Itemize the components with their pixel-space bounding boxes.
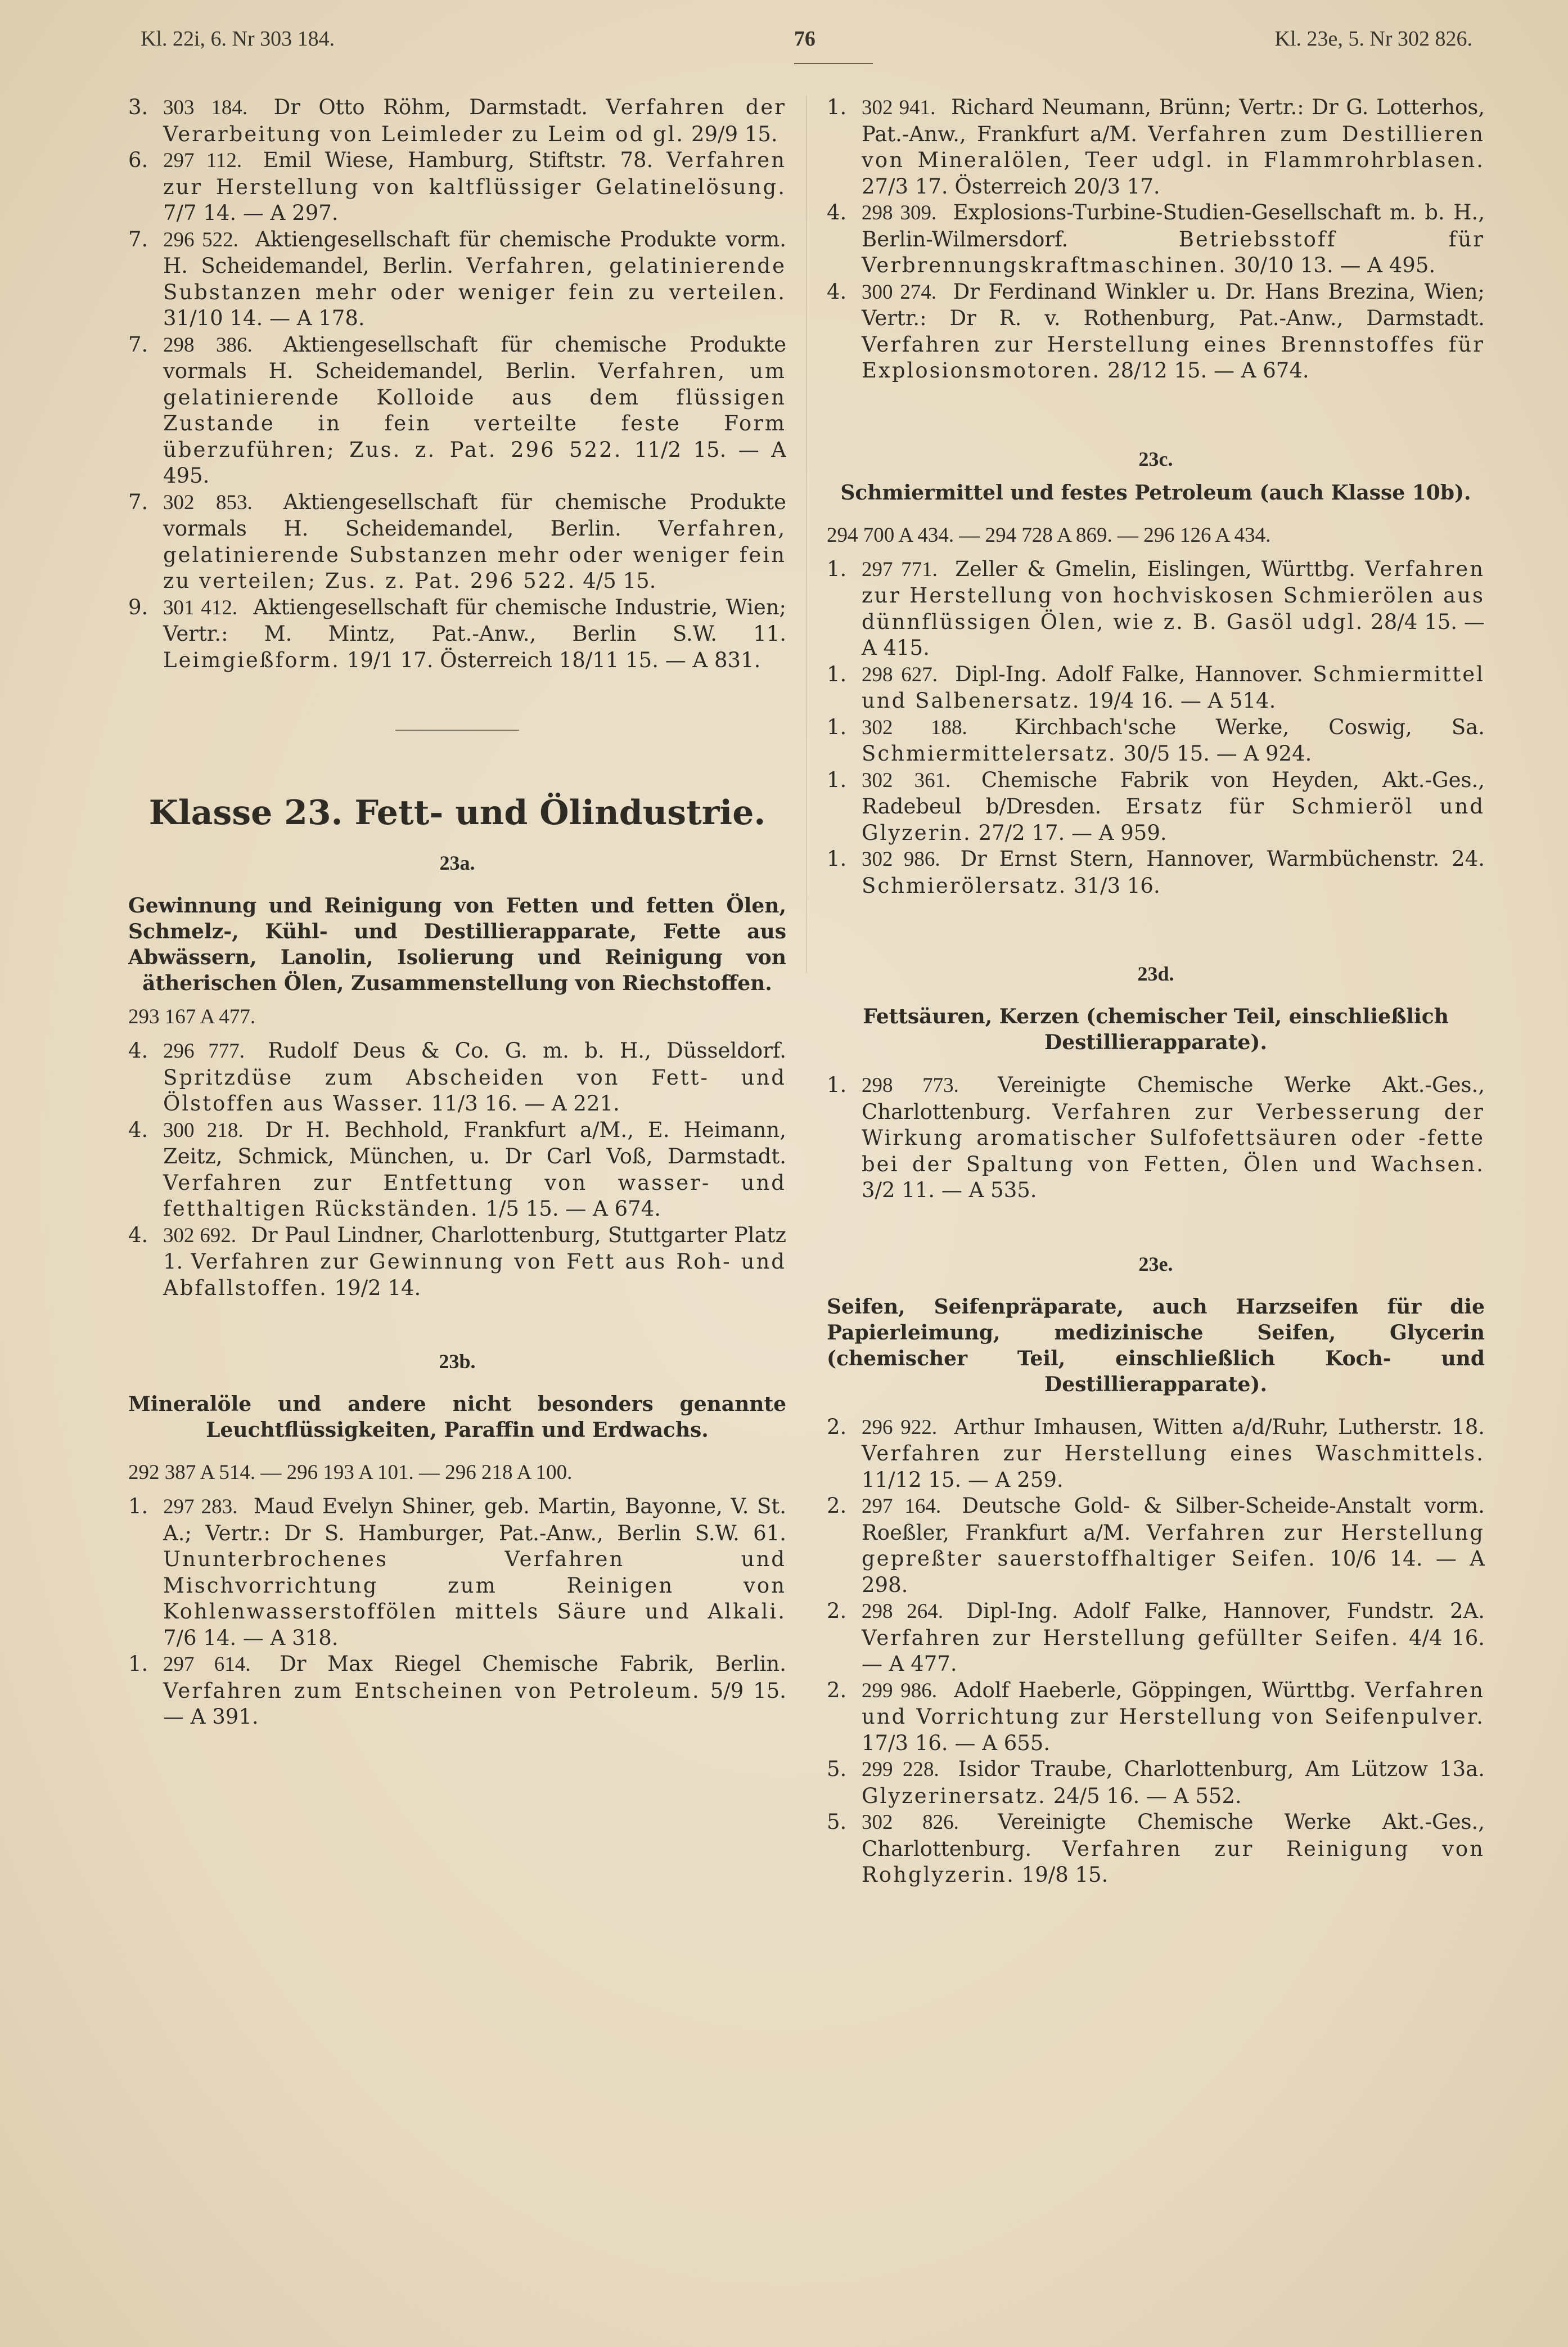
filing-date-and-ref: 5/9 15. — A 391. bbox=[163, 1678, 786, 1729]
patent-entry bbox=[827, 1756, 1485, 1809]
applicant: Explosions-Turbine-Studien-Gesellschaft m. b. H., Berlin-Wilmersdorf. bbox=[862, 200, 1485, 251]
patent-number: 298 386. bbox=[163, 333, 253, 357]
class-group-number: 1. bbox=[827, 95, 847, 119]
applicant: Zeller & Gmelin, Eislingen, Württbg. bbox=[955, 556, 1355, 581]
class-group-number: 4. bbox=[827, 279, 847, 304]
class-group-number: 4. bbox=[128, 1038, 148, 1063]
applicant: Dr Otto Röhm, Darmstadt. bbox=[273, 95, 588, 119]
filing-date-and-ref: 29/9 15. bbox=[691, 122, 778, 146]
applicant: Dr Max Riegel Chemische Fabrik, Berlin. bbox=[280, 1652, 786, 1676]
patent-entry bbox=[827, 846, 1485, 899]
class-group-number: 2. bbox=[827, 1494, 847, 1518]
patent-number: 298 309. bbox=[862, 201, 937, 224]
class-group-number: 6. bbox=[128, 148, 148, 172]
applicant: Maud Evelyn Shiner, geb. Martin, Bayonne, V. St. A.; Vertr.: Dr S. Hamburger, Pat.-Anw., Berlin S.W. 61. bbox=[163, 1494, 786, 1545]
left-column bbox=[128, 95, 786, 1730]
class-group-number: 1. bbox=[128, 1652, 148, 1676]
invention-title: Verfahren zur Herstellung eines Waschmittels. bbox=[862, 1441, 1485, 1465]
filing-date-and-ref: 1/5 15. — A 674. bbox=[485, 1197, 661, 1221]
filing-date-and-ref: 11/12 15. — A 259. bbox=[862, 1467, 1064, 1492]
patent-number: 297 164. bbox=[862, 1495, 941, 1518]
patent-entry bbox=[128, 227, 786, 332]
patent-entry bbox=[827, 1493, 1485, 1598]
patent-number: 300 218. bbox=[163, 1118, 244, 1142]
section-23b-title: Mineralöle und andere nicht besonders genannte Leuchtflüssigkeiten, Paraffin und Erdwachs. bbox=[128, 1392, 786, 1442]
filing-date-and-ref: 28/4 15. — A 415. bbox=[862, 609, 1485, 660]
section-23c-entries bbox=[827, 556, 1485, 900]
section-23a-refs: 293 167 A 477. bbox=[128, 1005, 256, 1028]
patent-number: 302 361. bbox=[862, 768, 951, 792]
applicant: Vereinigte Chemische Werke Akt.-Ges., Charlottenburg. bbox=[862, 1073, 1485, 1124]
class-group-number: 1. bbox=[827, 714, 847, 739]
filing-date-and-ref: 4/4 16. — A 477. bbox=[862, 1625, 1485, 1676]
filing-date-and-ref: 31/3 16. bbox=[1074, 873, 1160, 898]
patent-entry bbox=[827, 556, 1485, 662]
patent-entry bbox=[128, 595, 786, 674]
patent-entry bbox=[827, 1809, 1485, 1889]
applicant: Dr H. Bechhold, Frankfurt a/M., E. Heimann, Zeitz, Schmick, München, u. Dr Carl Voß, Darmstadt. bbox=[163, 1117, 786, 1168]
applicant: Aktiengesellschaft für chemische Produkte vormals H. Scheidemandel, Berlin. bbox=[163, 332, 786, 383]
invention-title: Ununterbrochenes Verfahren und Mischvorrichtung zum Reinigen von Kohlenwasserstoffölen mittels Säure und Alkali. bbox=[163, 1547, 786, 1624]
applicant: Rudolf Deus & Co. G. m. b. H., Düsseldorf. bbox=[268, 1038, 786, 1063]
invention-title: Verfahren zur Verbesserung der Wirkung aromatischer Sulfofettsäuren oder -fette bei der Spaltung von Fetten, Ölen und Wachsen. bbox=[862, 1099, 1485, 1176]
invention-title: Verfahren, gelatinierende Substanzen mehr oder weniger fein zu verteilen; Zus. z. Pat. 296 522. bbox=[163, 516, 786, 593]
class-group-number: 9. bbox=[128, 595, 148, 619]
patent-number: 298 627. bbox=[862, 663, 938, 686]
applicant: Adolf Haeberle, Göppingen, Württbg. bbox=[954, 1678, 1356, 1702]
class-group-number: 2. bbox=[827, 1414, 847, 1439]
patent-number: 302 986. bbox=[862, 848, 940, 871]
patent-number: 302 826. bbox=[862, 1811, 959, 1834]
class-group-number: 4. bbox=[128, 1117, 148, 1142]
left-continuation-entries bbox=[128, 95, 786, 673]
invention-title: Verfahren und Vorrichtung zur Herstellung von Seifenpulver. bbox=[862, 1678, 1485, 1729]
filing-date-and-ref: 3/2 11. — A 535. bbox=[862, 1178, 1037, 1202]
section-23d-title: Fettsäuren, Kerzen (chemischer Teil, einschließlich Destillierapparate). bbox=[863, 1005, 1449, 1054]
invention-title: Verfahren, gelatinierende Substanzen mehr oder weniger fein zu verteilen. bbox=[163, 254, 786, 304]
applicant: Arthur Imhausen, Witten a/d/Ruhr, Lutherstr. 18. bbox=[954, 1414, 1485, 1439]
patent-entry bbox=[128, 147, 786, 227]
patent-number: 302 692. bbox=[163, 1224, 237, 1247]
filing-date-and-ref: 19/2 14. bbox=[334, 1275, 421, 1300]
patent-number: 299 228. bbox=[862, 1758, 939, 1781]
right-column bbox=[827, 95, 1485, 1889]
section-23e-title: Seifen, Seifenpräparate, auch Harzseifen für die Papierleimung, medizinische Seifen, Glycerin (chemischer Teil, einschließlich Koch- und Destillierapparate). bbox=[827, 1294, 1485, 1396]
invention-title: Verfahren zur Herstellung gepreßter sauerstoffhaltiger Seifen. bbox=[862, 1520, 1485, 1571]
filing-date-and-ref: 28/12 15. — A 674. bbox=[1107, 358, 1309, 383]
applicant: Isidor Traube, Charlottenburg, Am Lützow 13a. bbox=[958, 1757, 1485, 1781]
class-group-number: 4. bbox=[827, 200, 847, 224]
applicant: Dipl-Ing. Adolf Falke, Hannover. bbox=[955, 662, 1303, 686]
patent-number: 297 112. bbox=[163, 149, 242, 172]
patent-entry bbox=[128, 1117, 786, 1222]
patent-entry bbox=[128, 1651, 786, 1730]
applicant: Dipl-Ing. Adolf Falke, Hannover, Fundstr. 2A. bbox=[966, 1599, 1485, 1623]
filing-date-and-ref: 30/10 13. — A 495. bbox=[1233, 253, 1436, 277]
patent-number: 297 614. bbox=[163, 1653, 251, 1676]
patent-number: 298 773. bbox=[862, 1074, 959, 1097]
invention-title: Verfahren zur Gewinnung von Fett aus Roh- und Abfallstoffen. bbox=[163, 1249, 786, 1300]
invention-title: Verfahren zum Destillieren von Mineralölen, Teer udgl. in Flammrohrblasen. bbox=[862, 122, 1485, 172]
applicant: Dr Ferdinand Winkler u. Dr. Hans Brezina, Wien; Vertr.: Dr R. v. Rothenburg, Pat.-Anw., Darmstadt. bbox=[862, 279, 1485, 330]
filing-date-and-ref: 10/6 14. — A 298. bbox=[862, 1546, 1485, 1597]
applicant: Dr Ernst Stern, Hannover, Warmbüchenstr. 24. bbox=[960, 847, 1485, 871]
filing-date-and-ref: 30/5 15. — A 924. bbox=[1123, 741, 1312, 766]
invention-title: Verfahren, um gelatinierende Kolloide aus dem flüssigen Zustande in fein verteilte feste Form überzuführen; Zus. z. Pat. 296 522. bbox=[163, 359, 786, 462]
patent-entry bbox=[827, 1414, 1485, 1494]
section-23c-title: Schmiermittel und festes Petroleum (auch Klasse 10b). bbox=[840, 480, 1471, 505]
patent-number: 301 412. bbox=[163, 596, 238, 619]
patent-entry bbox=[128, 1494, 786, 1651]
class-group-number: 1. bbox=[827, 847, 847, 871]
patent-number: 296 922. bbox=[862, 1415, 938, 1439]
applicant: Emil Wiese, Hamburg, Stiftstr. 78. bbox=[263, 148, 654, 172]
filing-date-and-ref: 11/2 15. — A 495. bbox=[163, 437, 786, 488]
filing-date-and-ref: 19/1 17. Österreich 18/11 15. — A 831. bbox=[346, 648, 761, 672]
patent-number: 297 771. bbox=[862, 557, 938, 581]
klasse-title: Klasse 23. Fett- und Ölindustrie. bbox=[148, 793, 766, 833]
class-group-number: 5. bbox=[827, 1810, 847, 1834]
invention-title: Schmiermittel und Salbenersatz. bbox=[862, 662, 1485, 713]
filing-date-and-ref: 11/3 16. — A 221. bbox=[431, 1091, 620, 1116]
page-number: 76 bbox=[794, 27, 815, 51]
patent-entry bbox=[128, 1038, 786, 1117]
class-group-number: 7. bbox=[128, 489, 148, 514]
patent-entry bbox=[827, 662, 1485, 714]
patent-number: 296 522. bbox=[163, 228, 238, 251]
applicant: Chemische Fabrik von Heyden, Akt.-Ges., Radebeul b/Dresden. bbox=[862, 767, 1485, 819]
section-23a-title: Gewinnung und Reinigung von Fetten und fetten Ölen, Schmelz-, Kühl- und Destillierapparate, Fette aus Abwässern, Lanolin, Isolierung und Reinigung von ätherischen Ölen, Zusammenstellung von Riechstoffen. bbox=[128, 894, 786, 995]
applicant: Kirchbach'sche Werke, Coswig, Sa. bbox=[1014, 714, 1485, 739]
patent-entry bbox=[827, 200, 1485, 279]
filing-date-and-ref: 31/10 14. — A 178. bbox=[163, 306, 365, 330]
filing-date-and-ref: 7/7 14. — A 297. bbox=[163, 201, 339, 225]
filing-date-and-ref: 19/4 16. — A 514. bbox=[1087, 689, 1276, 713]
patent-entry bbox=[827, 1598, 1485, 1678]
patent-number: 299 986. bbox=[862, 1679, 937, 1702]
patent-number: 302 188. bbox=[862, 716, 967, 739]
running-head-left: Kl. 22i, 6. Nr 303 184. bbox=[141, 27, 335, 51]
section-23c-refs: 294 700 A 434. — 294 728 A 869. — 296 126 A 434. bbox=[827, 523, 1271, 547]
invention-title: Verfahren zum Entscheinen von Petroleum. bbox=[163, 1678, 701, 1703]
filing-date-and-ref: 19/8 15. bbox=[1021, 1863, 1109, 1887]
applicant: Dr Paul Lindner, Charlottenburg, Stuttgarter Platz 1. bbox=[163, 1222, 786, 1274]
filing-date-and-ref: 4/5 15. bbox=[583, 569, 656, 593]
running-head-right: Kl. 23e, 5. Nr 302 826. bbox=[1274, 27, 1472, 51]
patent-entry bbox=[827, 767, 1485, 847]
invention-title: Verfahren zur Entfettung von wasser- und fetthaltigen Rückständen. bbox=[163, 1170, 786, 1221]
applicant: Aktiengesellschaft für chemische Industrie, Wien; Vertr.: M. Mintz, Pat.-Anw., Berlin S.W. 11. bbox=[163, 595, 786, 646]
invention-title: Verfahren zur Reinigung von Rohglyzerin. bbox=[862, 1836, 1485, 1887]
invention-title: Verfahren der Verarbeitung von Leimleder zu Leim od gl. bbox=[163, 95, 786, 146]
class-group-number: 4. bbox=[128, 1222, 148, 1247]
patent-entry bbox=[128, 489, 786, 595]
invention-title: Verfahren zur Herstellung von hochviskosen Schmierölen aus dünnflüssigen Ölen, wie z. B. Gasöl udgl. bbox=[862, 556, 1485, 634]
patent-entry bbox=[827, 1678, 1485, 1757]
patent-number: 297 283. bbox=[163, 1495, 238, 1518]
invention-title: Schmierölersatz. bbox=[862, 873, 1067, 898]
section-23b-entries bbox=[128, 1494, 786, 1730]
invention-title: Ersatz für Schmieröl und Glyzerin. bbox=[862, 794, 1485, 845]
patent-entry bbox=[827, 1072, 1485, 1204]
patent-number: 302 853. bbox=[163, 491, 253, 514]
section-23b-number: 23b. bbox=[439, 1350, 476, 1373]
class-group-number: 2. bbox=[827, 1599, 847, 1623]
invention-title: Verfahren zur Herstellung gefüllter Seifen. bbox=[862, 1625, 1400, 1650]
patent-number: 303 184. bbox=[163, 96, 248, 119]
class-group-number: 1. bbox=[827, 1073, 847, 1097]
patent-entry bbox=[827, 279, 1485, 384]
right-continuation-entries bbox=[827, 95, 1485, 384]
section-23c-number: 23c. bbox=[1138, 447, 1173, 470]
patent-entry bbox=[128, 332, 786, 489]
section-23d-number: 23d. bbox=[1137, 963, 1174, 985]
patent-number: 298 264. bbox=[862, 1600, 943, 1623]
invention-title: Schmiermittelersatz. bbox=[862, 741, 1117, 766]
class-group-number: 7. bbox=[128, 227, 148, 251]
patent-entry bbox=[827, 714, 1485, 767]
section-23b-refs: 292 387 A 514. — 296 193 A 101. — 296 218 A 100. bbox=[128, 1461, 573, 1484]
patent-entry bbox=[827, 95, 1485, 200]
patent-entry bbox=[128, 1222, 786, 1302]
class-group-number: 1. bbox=[128, 1494, 148, 1518]
filing-date-and-ref: 24/5 16. — A 552. bbox=[1053, 1783, 1242, 1808]
applicant: Richard Neumann, Brünn; Vertr.: Dr G. Lotterhos, Pat.-Anw., Frankfurt a/M. bbox=[862, 95, 1485, 146]
class-group-number: 3. bbox=[128, 95, 148, 119]
section-23e-number: 23e. bbox=[1138, 1252, 1173, 1275]
filing-date-and-ref: 7/6 14. — A 318. bbox=[163, 1625, 339, 1650]
patent-entry bbox=[128, 95, 786, 147]
invention-title: Leimgießform. bbox=[163, 648, 341, 672]
invention-title: Verfahren zur Herstellung von kaltflüssiger Gelatinelösung. bbox=[163, 148, 786, 199]
section-separator-rule bbox=[395, 730, 519, 731]
class-group-number: 1. bbox=[827, 767, 847, 792]
class-group-number: 5. bbox=[827, 1757, 847, 1781]
running-head bbox=[141, 25, 1472, 56]
section-23e-entries bbox=[827, 1414, 1485, 1889]
invention-title: Glyzerinersatz. bbox=[862, 1783, 1047, 1808]
applicant: Aktiengesellschaft für chemische Produkte vorm. H. Scheidemandel, Berlin. bbox=[163, 227, 786, 278]
section-23a-entries bbox=[128, 1038, 786, 1301]
filing-date-and-ref: 27/2 17. — A 959. bbox=[978, 820, 1167, 845]
section-23a-number: 23a. bbox=[439, 852, 475, 874]
filing-date-and-ref: 17/3 16. — A 655. bbox=[862, 1730, 1051, 1755]
invention-title: Verfahren zur Herstellung eines Brennstoffes für Explosionsmotoren. bbox=[862, 332, 1485, 383]
class-group-number: 2. bbox=[827, 1678, 847, 1702]
class-group-number: 7. bbox=[128, 332, 148, 357]
applicant: Vereinigte Chemische Werke Akt.-Ges., Charlottenburg. bbox=[862, 1810, 1485, 1861]
applicant: Aktiengesellschaft für chemische Produkte vormals H. Scheidemandel, Berlin. bbox=[163, 489, 786, 541]
patent-number: 300 274. bbox=[862, 280, 937, 304]
class-group-number: 1. bbox=[827, 556, 847, 581]
applicant: Deutsche Gold- & Silber-Scheide-Anstalt vorm. Roeßler, Frankfurt a/M. bbox=[862, 1494, 1485, 1545]
header-rule bbox=[794, 63, 873, 64]
class-group-number: 1. bbox=[827, 662, 847, 686]
invention-title: Spritzdüse zum Abscheiden von Fett- und Ölstoffen aus Wasser. bbox=[163, 1065, 786, 1116]
invention-title: Betriebsstoff für Verbrennungskraftmaschinen. bbox=[862, 227, 1485, 277]
filing-date-and-ref: 27/3 17. Österreich 20/3 17. bbox=[862, 174, 1160, 199]
patent-number: 302 941. bbox=[862, 96, 936, 119]
patent-number: 296 777. bbox=[163, 1040, 245, 1063]
section-23d-entries bbox=[827, 1072, 1485, 1204]
